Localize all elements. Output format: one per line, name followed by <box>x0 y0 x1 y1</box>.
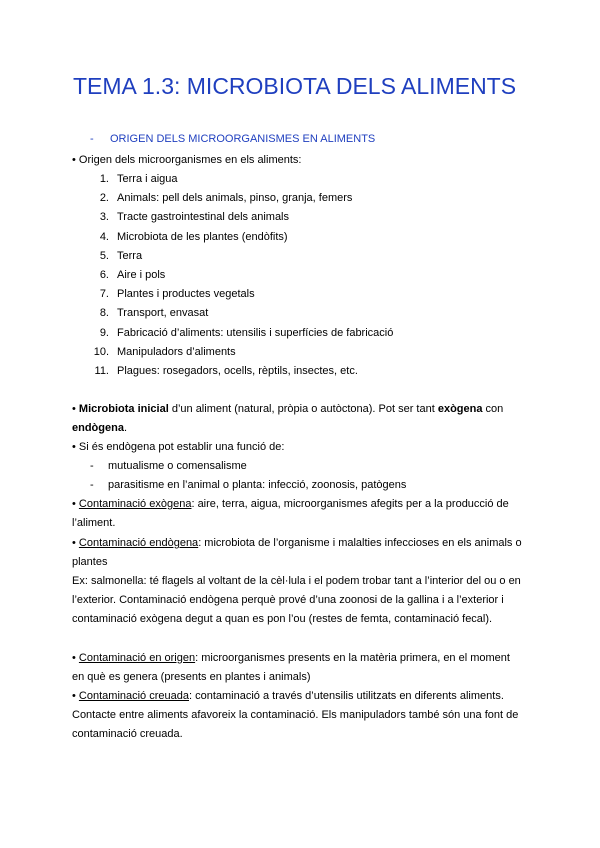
dash-marker: - <box>90 460 94 472</box>
list-item <box>90 326 393 345</box>
creuada-contamination-text: : contaminació a través d’utensilis utilitzats en diferents aliments. <box>189 690 504 702</box>
microbiota-text: . <box>123 422 128 434</box>
endogena-function-text: mutualisme o comensalisme <box>108 460 247 472</box>
dash-marker: - <box>90 133 94 145</box>
list-number: 5. <box>99 249 109 262</box>
bullet: • <box>72 154 76 166</box>
list-number: 10. <box>93 345 109 358</box>
endogena-intro <box>72 440 284 454</box>
microbiota-line-1 <box>72 402 503 416</box>
exogena-line-2 <box>72 516 115 530</box>
list-number: 7. <box>99 288 109 301</box>
list-number: 9. <box>99 326 109 339</box>
origen-line-2 <box>72 670 310 684</box>
example-line-3: contaminació exògena degut a quan es pon l’ou (restes de femta, contaminació fecal). <box>72 613 493 625</box>
exogena-contamination-term: Contaminació exògena <box>78 498 192 510</box>
list-number: 3. <box>99 211 109 224</box>
list-item <box>90 172 393 191</box>
list-item <box>90 210 393 229</box>
origen-contamination-term: Contaminació en origen <box>78 652 196 664</box>
list-item-text: Terra i aigua <box>117 173 178 185</box>
list-number: 11. <box>94 364 109 377</box>
origins-list <box>90 172 393 383</box>
list-item-text: Terra <box>117 249 143 262</box>
endogena-contamination-text: plantes <box>72 556 108 568</box>
section-heading-text: ORIGEN DELS MICROORGANISMES EN ALIMENTS <box>110 133 376 145</box>
bullet: • <box>72 652 76 664</box>
list-item-text: Plagues: rosegadors, ocells, rèptils, insectes, etc. <box>117 364 358 377</box>
endogena-contamination-text: : microbiota de l’organisme i malalties infeccioses en els animals o <box>198 537 522 549</box>
example-line-1: Ex: salmonella: té flagels al voltant de la cèl·lula i el podem trobar tant a l’interior del ou o en <box>72 575 521 587</box>
list-item <box>90 249 393 268</box>
list-item-text: Manipuladors d’aliments <box>117 345 236 358</box>
origin-intro <box>72 153 301 167</box>
list-item-text: Microbiota de les plantes (endòfits) <box>117 230 288 243</box>
list-item-text: Transport, envasat <box>117 307 209 320</box>
list-item <box>90 287 393 306</box>
origen-line-1 <box>72 651 510 665</box>
creuada-line-1 <box>72 689 504 703</box>
exogena-contamination-text: l’aliment. <box>72 517 116 529</box>
section-heading <box>90 133 375 145</box>
list-item-text: Aire i pols <box>117 268 166 281</box>
exogena-term: exògena <box>437 403 483 415</box>
list-number: 1. <box>99 173 109 185</box>
endogena-function-item <box>90 459 247 473</box>
dash-marker: - <box>90 479 94 491</box>
list-item-text: Animals: pell dels animals, pinso, granja, femers <box>117 192 353 205</box>
exogena-contamination-text: : aire, terra, aigua, microorganismes afegits per a la producció de <box>191 498 509 510</box>
creuada-line-2: Contacte entre aliments afavoreix la contaminació. Els manipuladors també són una font de <box>72 709 519 721</box>
list-number: 2. <box>99 192 109 205</box>
endogena-contamination-term: Contaminació endògena <box>78 537 199 549</box>
microbiota-term: Microbiota inicial <box>78 403 169 415</box>
microbiota-line-2 <box>72 421 127 435</box>
exogena-line-1 <box>72 497 509 511</box>
creuada-line-3: contaminació creuada. <box>72 728 183 740</box>
endogena-function-item <box>90 478 406 492</box>
bullet: • <box>72 403 76 415</box>
bullet: • <box>72 537 76 549</box>
list-item <box>90 191 393 210</box>
list-number: 6. <box>99 268 109 281</box>
list-item-text: Fabricació d’aliments: utensilis i superfícies de fabricació <box>117 326 394 339</box>
endogena-intro-text: Si és endògena pot establir una funció de: <box>78 441 285 453</box>
list-item <box>90 345 393 364</box>
bullet: • <box>72 441 76 453</box>
endogena-term: endògena <box>72 422 124 434</box>
document-title: TEMA 1.3: MICROBIOTA DELS ALIMENTS <box>73 73 517 99</box>
list-item <box>90 306 393 325</box>
bullet: • <box>72 498 76 510</box>
list-item-text: Plantes i productes vegetals <box>117 288 255 301</box>
origen-contamination-text: en què es genera (presents en plantes i animals) <box>72 671 311 683</box>
list-item-text: Tracte gastrointestinal dels animals <box>117 211 290 224</box>
list-item <box>90 364 393 383</box>
microbiota-text: con <box>482 403 504 415</box>
list-number: 4. <box>99 230 109 243</box>
creuada-contamination-term: Contaminació creuada <box>78 690 189 702</box>
list-number: 8. <box>99 307 109 320</box>
list-item <box>90 230 393 249</box>
example-line-2: l’exterior. Contaminació endògena perquè prové d’una zoonosi de la gallina i a l’exterior i <box>72 594 504 606</box>
origin-intro-text: Origen dels microorganismes en els aliments: <box>78 154 302 166</box>
microbiota-text: d’un aliment (natural, pròpia o autòctona). Pot ser tant <box>168 403 438 415</box>
bullet: • <box>72 690 76 702</box>
origen-contamination-text: : microorganismes presents en la matèria primera, en el moment <box>195 652 510 664</box>
list-item <box>90 268 393 287</box>
endogena-line-1 <box>72 536 522 550</box>
endogena-line-2 <box>72 555 107 569</box>
endogena-function-text: parasitisme en l’animal o planta: infecció, zoonosis, patògens <box>108 479 407 491</box>
